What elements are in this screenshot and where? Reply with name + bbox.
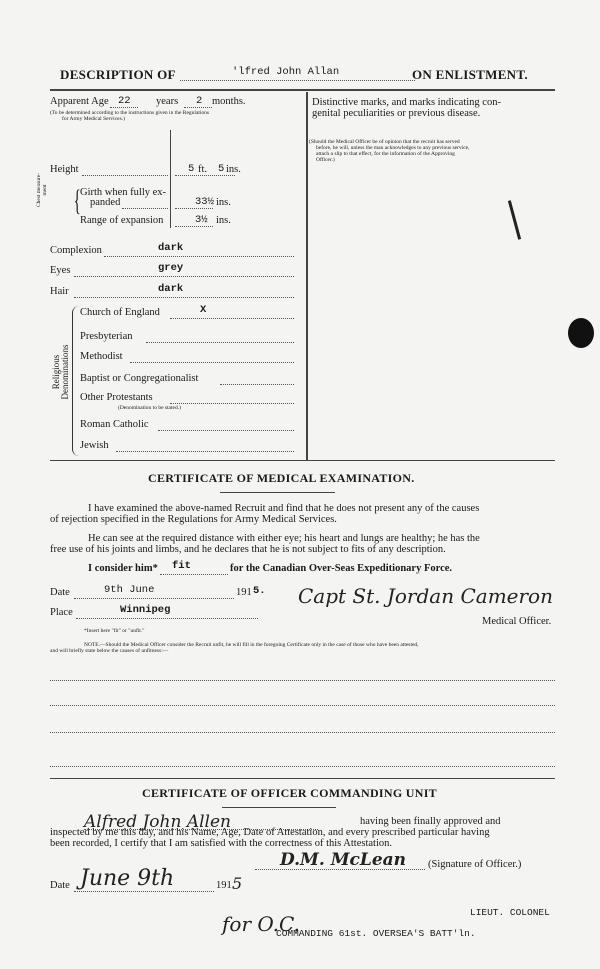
- medical-p2-2: free use of his joints and limbs, and he declares that he is not subject to fits of any description.: [50, 544, 446, 555]
- officer-recruit-name: Alfred John Allen: [84, 812, 231, 832]
- place-value: Winnipeg: [120, 604, 171, 616]
- ft-label: ft.: [198, 164, 208, 175]
- marks-note-4: Officer.): [316, 157, 335, 163]
- eyes-label: Eyes: [50, 265, 71, 276]
- recruit-name: 'lfred John Allan: [232, 66, 340, 78]
- religion-other-protestants: Other Protestants: [80, 392, 153, 403]
- religion-label: [52, 332, 70, 412]
- officer-title: CERTIFICATE OF OFFICER COMMANDING UNIT: [142, 786, 437, 800]
- religion-church-of-england: Church of England: [80, 307, 160, 318]
- girth-value: 33½: [195, 196, 214, 208]
- ins-label: ins.: [216, 197, 231, 208]
- consider-rest: for the Canadian Over-Seas Expeditionary Force.: [230, 563, 453, 574]
- date-label: Date: [50, 587, 70, 598]
- other-note: (Denomination to be stated.): [118, 405, 181, 411]
- religion-mark: X: [200, 304, 207, 316]
- complexion-label: Complexion: [50, 245, 102, 256]
- height-ft: 5: [188, 163, 195, 175]
- consider-label: I consider him*: [88, 563, 158, 574]
- religion-methodist: Methodist: [80, 351, 123, 362]
- range-label: Range of expansion: [80, 215, 164, 226]
- height-label: Height: [50, 164, 79, 175]
- insert-note: *Insert here "fit" or "unfit.": [84, 628, 145, 634]
- age-note: (To be determined according to the instructions given in the Regulations: [50, 110, 210, 116]
- ins-label: ins.: [216, 215, 231, 226]
- ins-label: ins.: [226, 164, 241, 175]
- medical-title: CERTIFICATE OF MEDICAL EXAMINATION.: [148, 471, 415, 485]
- year-suffix: 5.: [253, 585, 266, 597]
- age-years: 22: [118, 95, 131, 107]
- height-in: 5: [218, 163, 225, 175]
- age-label: Apparent Age: [50, 96, 109, 107]
- range-value: 3½: [195, 214, 208, 226]
- brace-icon: [72, 306, 79, 456]
- pen-mark: [508, 200, 521, 239]
- title-right: ON ENLISTMENT.: [412, 67, 528, 82]
- officer-p2: inspected by me this day, and his Name, Age, Date of Attestation, and every prescribed particular having: [50, 827, 490, 838]
- age-months: 2: [196, 95, 203, 107]
- chest-label: Chest measure- ment: [36, 172, 48, 208]
- eyes-value: grey: [158, 262, 184, 274]
- girth-label-2: panded: [90, 197, 121, 208]
- officer-year-suffix: 5: [232, 874, 243, 893]
- age-note-2: for Army Medical Services.): [62, 116, 125, 122]
- consider-value: fit: [172, 560, 191, 572]
- hair-label: Hair: [50, 286, 69, 297]
- medical-officer-label: Medical Officer.: [482, 616, 552, 627]
- nota: NOTE.—Should the Medical Officer consider the Recruit unfit, he will fill in the foregoing Certificate only in the case of those who have been attested,: [84, 642, 419, 648]
- officer-year-prefix: 191: [216, 880, 232, 891]
- hair-value: dark: [158, 283, 184, 295]
- officer-p1: having been finally approved and: [360, 816, 501, 827]
- officer-p3: been recorded, I certify that I am satisfied with the correctness of this Attestation.: [50, 838, 393, 849]
- marks-label-2: genital peculiarities or previous disease.: [312, 108, 481, 119]
- religion-label-1: Religious: [51, 354, 61, 390]
- complexion-value: dark: [158, 242, 184, 254]
- title-left: DESCRIPTION OF: [60, 67, 176, 82]
- marks-note-3: attach a slip to that effect, for the information of the Approving: [316, 151, 455, 157]
- officer-date-label: Date: [50, 880, 70, 891]
- medical-p1: I have examined the above-named Recruit and find that he does not present any of the causes: [88, 503, 480, 514]
- girth-label: Girth when fully ex-: [80, 187, 167, 198]
- date-value: 9th June: [104, 584, 155, 596]
- religion-presbyterian: Presbyterian: [80, 331, 133, 342]
- medical-signature: Capt St. Jordan Cameron: [298, 584, 553, 608]
- signature-label: (Signature of Officer.): [428, 859, 522, 870]
- religion-roman-catholic: Roman Catholic: [80, 419, 149, 430]
- brace-icon: {: [73, 184, 81, 217]
- officer-signature: D.M. McLean: [280, 850, 407, 870]
- months-label: months.: [212, 96, 246, 107]
- years-label: years: [156, 96, 179, 107]
- marks-note: (Should the Medical Officer be of opinion that the recruit has served: [309, 139, 460, 145]
- year-prefix: 191: [236, 587, 252, 598]
- religion-label-2: Denominations: [60, 344, 70, 400]
- religion-jewish: Jewish: [80, 440, 109, 451]
- officer-rank: LIEUT. COLONEL: [470, 907, 550, 918]
- religion-baptist: Baptist or Congregationalist: [80, 373, 199, 384]
- marks-label: Distinctive marks, and marks indicating con-: [312, 97, 501, 108]
- officer-initials: for O.C.: [222, 912, 300, 936]
- place-label: Place: [50, 607, 73, 618]
- punch-hole: [568, 318, 594, 348]
- medical-p2: He can see at the required distance with either eye; his heart and lungs are healthy; he has the: [88, 533, 480, 544]
- officer-command: COMMANDING 61st. OVERSEA'S BATT'ln.: [276, 928, 476, 939]
- marks-note-2: before, he will, unless the man acknowledges to any previous service,: [316, 145, 470, 151]
- nota-2: and will briefly state below the causes of unfitness:—: [50, 648, 169, 654]
- medical-p1-2: of rejection specified in the Regulations for Army Medical Services.: [50, 514, 337, 525]
- officer-date-value: June 9th: [80, 866, 175, 891]
